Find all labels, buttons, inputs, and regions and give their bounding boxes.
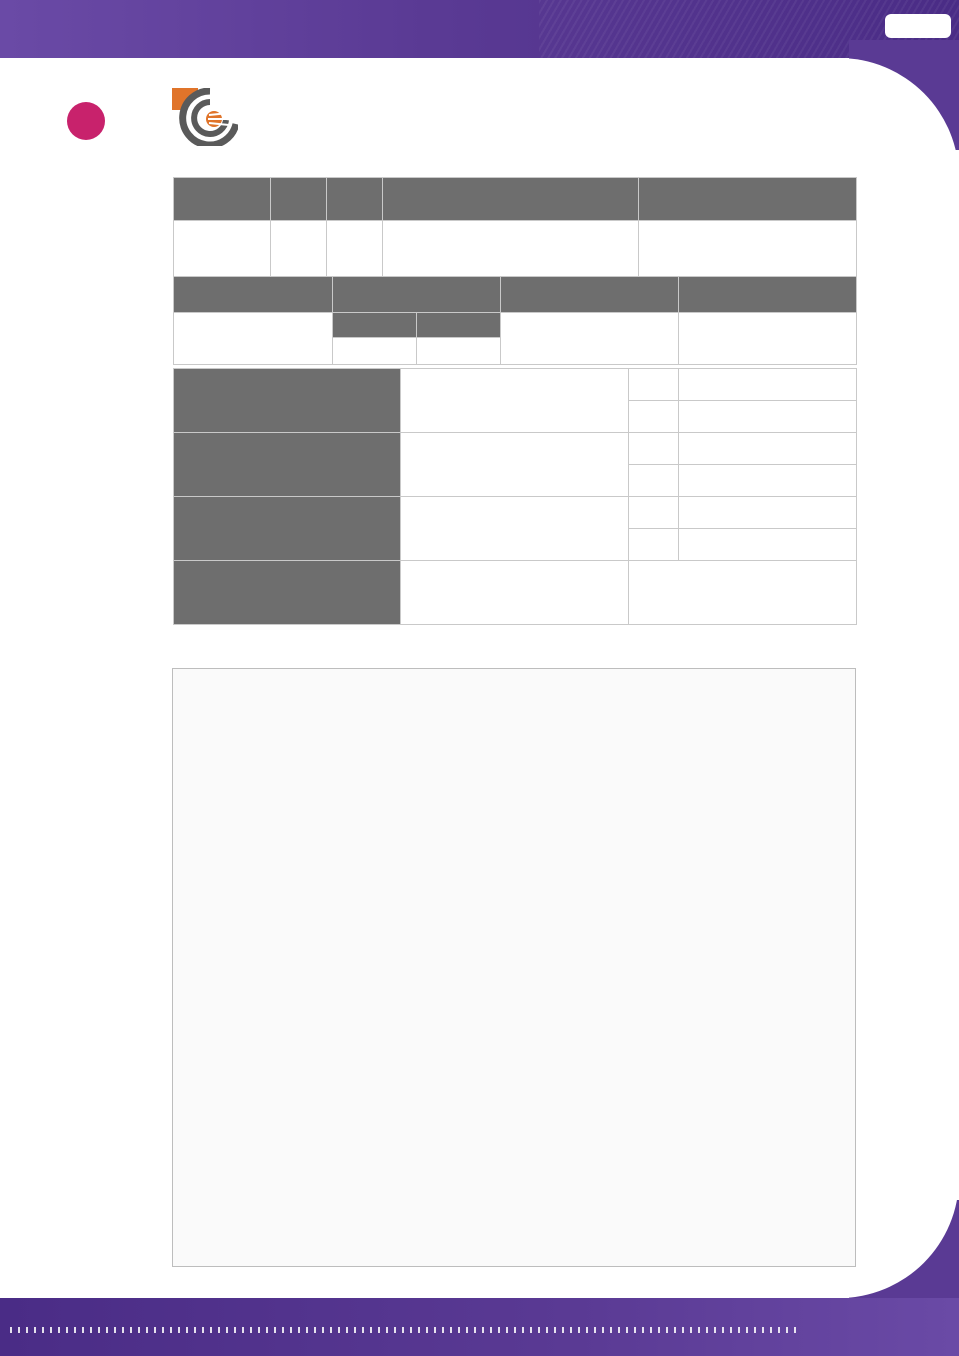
elongation-a-value [679,433,857,465]
header-remark [679,277,857,313]
company-logo-icon [172,88,238,146]
fabric-swatch-image [178,682,890,1244]
tensile-a-value [679,369,857,401]
left-ruler [132,668,174,1108]
elongation-b-value [679,465,857,497]
pink-dot-decor [67,102,105,140]
prdn-value [417,338,501,365]
direction-a [629,433,679,465]
remark-value [679,313,857,365]
burst-value [629,561,857,625]
header-treatment [639,178,857,221]
footer-dots [10,1327,800,1333]
header-lead-time [333,277,501,313]
item-name-value [174,221,271,277]
test-standard [401,433,629,497]
test-name-tensile [174,369,401,433]
spl-value [333,338,417,365]
spec-table [173,177,857,277]
top-ruler [172,636,604,668]
header-composition [383,178,639,221]
page-number [885,14,951,38]
origin-value [501,313,679,365]
production-table [173,276,857,365]
direction-b [629,465,679,497]
weight-value [174,313,333,365]
moq-value [327,221,383,277]
direction-a [629,369,679,401]
header-item-name [174,178,271,221]
tear-a-value [679,497,857,529]
direction-a [629,497,679,529]
test-standard [401,561,629,625]
header-width [271,178,327,221]
header-weight [174,277,333,313]
treatment-value [639,221,857,277]
test-name-elongation [174,433,401,497]
test-standard [401,497,629,561]
width-value [271,221,327,277]
composition-value [383,221,639,277]
header-origin [501,277,679,313]
test-standard [401,369,629,433]
test-results-table [173,368,857,625]
test-name-tear [174,497,401,561]
tensile-b-value [679,401,857,433]
header-prdn [417,313,501,338]
header-spl [333,313,417,338]
tear-b-value [679,529,857,561]
direction-b [629,401,679,433]
direction-b [629,529,679,561]
test-name-burst [174,561,401,625]
top-band [0,0,959,58]
header-moq [327,178,383,221]
